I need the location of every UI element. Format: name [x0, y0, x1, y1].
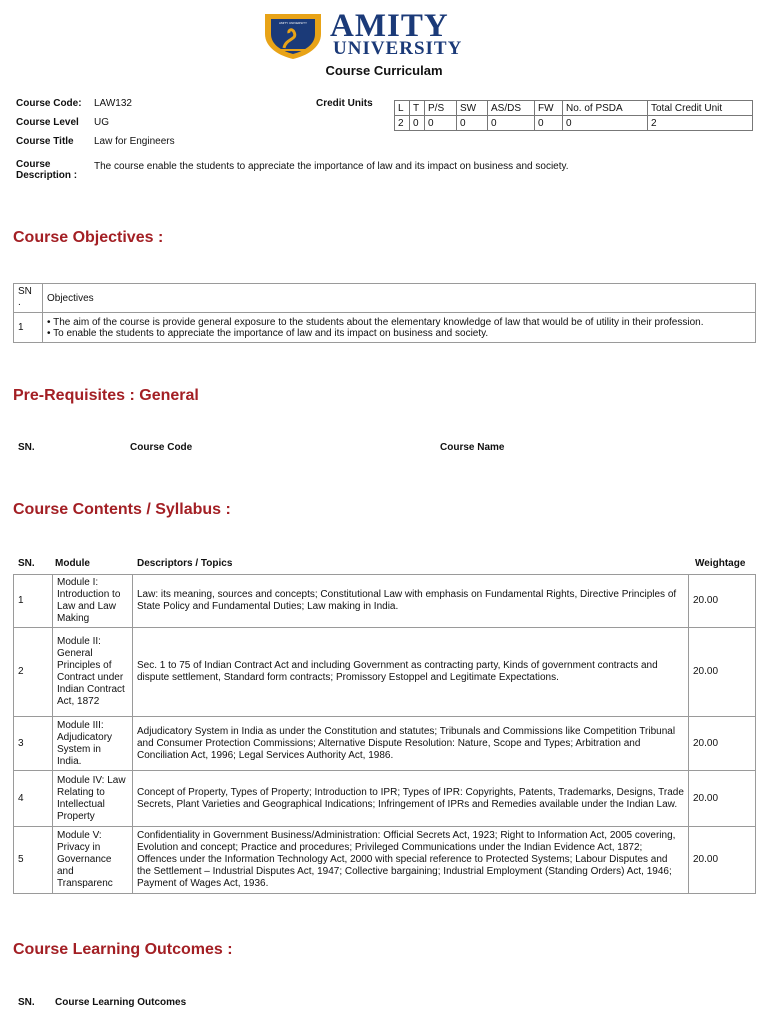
table-row: [14, 628, 756, 717]
table-row: [14, 827, 756, 894]
credit-header-cell: L: [395, 101, 410, 116]
objective-line-2: • To enable the students to appreciate the importance of law and its impact on business and society.: [47, 327, 489, 339]
objective-line-1: • The aim of the course is provide general exposure to the students about the elementary knowledge of law that would be of utility in their profession.: [47, 316, 704, 328]
syllabus-sn: 2: [14, 628, 53, 717]
syllabus-sn: 1: [14, 575, 53, 628]
syllabus-sn-header: SN.: [18, 558, 35, 569]
syllabus-module: Module V: Privacy in Governance and Transparenc: [53, 827, 133, 894]
credit-value-cell: 2: [648, 116, 753, 131]
credit-units-table: [394, 100, 753, 131]
credit-value-cell: 0: [563, 116, 648, 131]
credit-header-cell: AS/DS: [488, 101, 535, 116]
course-code-value: LAW132: [94, 98, 132, 109]
logo-word-amity: AMITY: [330, 8, 449, 44]
syllabus-module-header: Module: [55, 558, 90, 569]
outcomes-sn-header: SN.: [18, 997, 35, 1008]
objectives-header-row: [14, 284, 756, 313]
amity-logo: [262, 10, 506, 60]
credit-header-cell: T: [410, 101, 425, 116]
credit-units-label: Credit Units: [316, 98, 373, 109]
objectives-sn-header: SN .: [14, 284, 43, 313]
learning-outcomes-heading: Course Learning Outcomes :: [13, 941, 233, 958]
syllabus-table: [13, 574, 756, 894]
course-description-label-line2: Description :: [16, 170, 78, 181]
syllabus-descriptors: Concept of Property, Types of Property; Introduction to IPR; Types of IPR: Copyrights, Patents, Trademarks, Designs, Trade Secrets, Plant Varieties and Geographical Indications; Infringement of IPRs and Remedies available under the Indian Law.: [133, 771, 689, 827]
syllabus-sn: 4: [14, 771, 53, 827]
prereq-sn-header: SN.: [18, 442, 35, 453]
logo-word-university: UNIVERSITY: [333, 38, 463, 59]
course-objectives-heading: Course Objectives :: [13, 229, 164, 246]
syllabus-module: Module II: General Principles of Contract under Indian Contract Act, 1872: [53, 628, 133, 717]
course-description-label-line1: Course: [16, 159, 51, 170]
outcomes-header: Course Learning Outcomes: [55, 997, 187, 1008]
document-title: Course Curriculam: [325, 63, 443, 78]
syllabus-weightage: 20.00: [689, 628, 756, 717]
syllabus-descriptors: Confidentiality in Government Business/Administration: Official Secrets Act, 1923; Right to Information Act, 2005 covering, Evolution and concept; Practice and procedures; Privileged Communications under the Indian Evidence Act, 1872; Offences under the Information Technology Act, 2000 with special reference to Protected Systems; Labour Disputes and the Settlement – Industrial Disputes Act, 1947; Collective bargaining; Industrial Employment (Standing Orders) Act, 1946; Payment of Wages Act, 1936.: [133, 827, 689, 894]
credit-value-cell: 2: [395, 116, 410, 131]
syllabus-weightage: 20.00: [689, 827, 756, 894]
credit-header-cell: Total Credit Unit: [648, 101, 753, 116]
course-code-label: Course Code:: [16, 98, 82, 109]
course-level-value: UG: [94, 117, 109, 128]
crest-icon: [262, 10, 324, 60]
syllabus-weightage: 20.00: [689, 575, 756, 628]
syllabus-sn: 3: [14, 717, 53, 771]
prereq-course-name-header: Course Name: [440, 442, 505, 453]
syllabus-module: Module III: Adjudicatory System in India.: [53, 717, 133, 771]
prereq-course-code-header: Course Code: [130, 442, 193, 453]
credit-header-row: [395, 101, 753, 116]
credit-value-cell: 0: [488, 116, 535, 131]
syllabus-heading: Course Contents / Syllabus :: [13, 501, 231, 518]
syllabus-descriptors: Sec. 1 to 75 of Indian Contract Act and including Government as contracting party, Kinds of government contracts and dispute settlement, Standard form contracts; Promissory Estoppel and Legitimate Expectations.: [133, 628, 689, 717]
syllabus-sn: 5: [14, 827, 53, 894]
logo-badge-text: AMITY UNIVERSITY: [279, 21, 307, 25]
table-row: [14, 771, 756, 827]
syllabus-module: Module I: Introduction to Law and Law Making: [53, 575, 133, 628]
syllabus-weightage-header: Weightage: [695, 558, 746, 569]
credit-header-cell: No. of PSDA: [563, 101, 648, 116]
prerequisites-heading: Pre-Requisites : General: [13, 387, 199, 404]
course-title-value: Law for Engineers: [94, 136, 175, 147]
course-description-value: The course enable the students to appreciate the importance of law and its impact on business and society.: [94, 161, 569, 172]
course-title-label: Course Title: [16, 136, 74, 147]
credit-value-cell: 0: [410, 116, 425, 131]
table-row: [14, 717, 756, 771]
credit-value-row: [395, 116, 753, 131]
syllabus-weightage: 20.00: [689, 771, 756, 827]
credit-header-cell: SW: [457, 101, 488, 116]
syllabus-descriptors-header: Descriptors / Topics: [137, 558, 233, 569]
table-row: [14, 313, 756, 343]
credit-header-cell: FW: [535, 101, 563, 116]
syllabus-descriptors: Adjudicatory System in India as under the Constitution and statutes; Tribunals and Commissions like Competition Tribunal and Consumer Protection Commissions; Alternative Dispute Resolution: Nature, Scope and Types; Arbitration and Conciliation Act, 1996; Legal Services Authority Act, 1986.: [133, 717, 689, 771]
syllabus-module: Module IV: Law Relating to Intellectual Property: [53, 771, 133, 827]
credit-value-cell: 0: [535, 116, 563, 131]
syllabus-descriptors: Law: its meaning, sources and concepts; Constitutional Law with emphasis on Fundamental Rights, Directive Principles of State Policy and Fundamental Duties; Law making in India.: [133, 575, 689, 628]
course-level-label: Course Level: [16, 117, 79, 128]
objective-text: [43, 313, 756, 343]
objective-sn: 1: [14, 313, 43, 343]
objectives-header: Objectives: [43, 284, 756, 313]
credit-value-cell: 0: [425, 116, 457, 131]
table-row: [14, 575, 756, 628]
credit-header-cell: P/S: [425, 101, 457, 116]
syllabus-weightage: 20.00: [689, 717, 756, 771]
objectives-table: [13, 283, 756, 343]
credit-value-cell: 0: [457, 116, 488, 131]
